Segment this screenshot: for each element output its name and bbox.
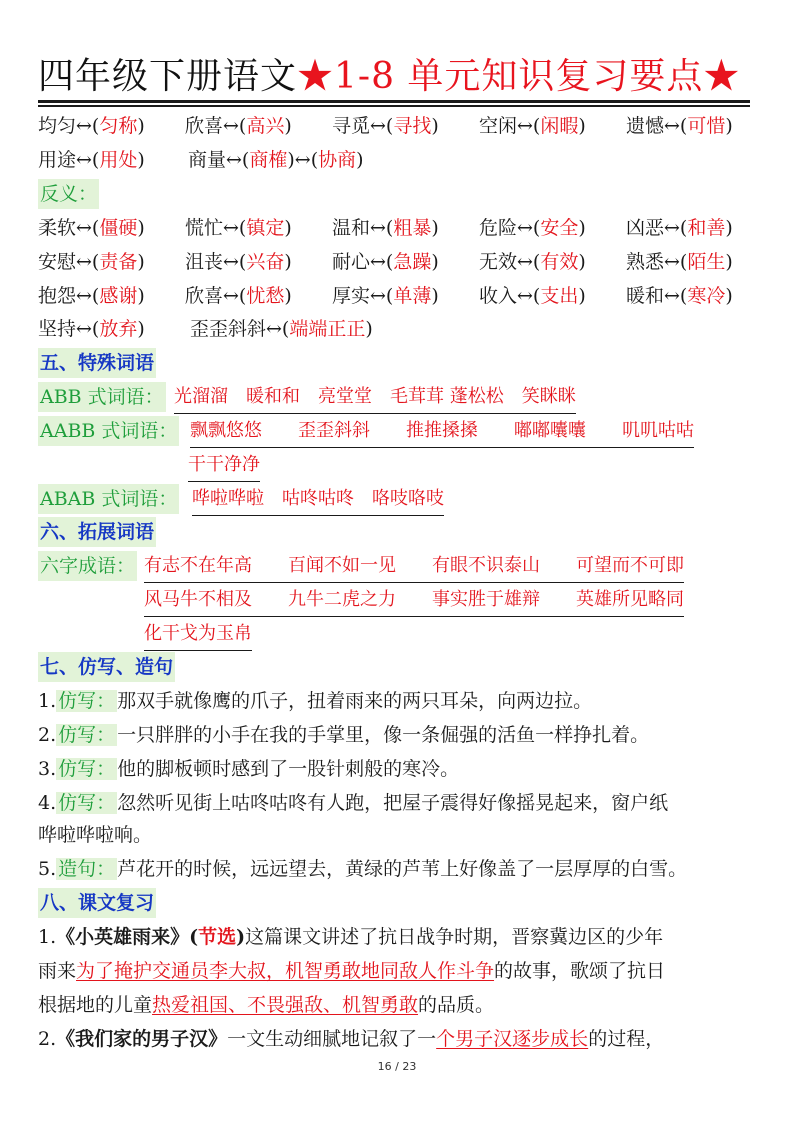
section-heading: 八、课文复习	[38, 888, 156, 918]
title-black-part: 四年级下册语文	[38, 56, 298, 97]
abab-label: ABAB 式词语：	[38, 484, 179, 514]
antonym-label: 反义：	[38, 179, 99, 209]
antonym-item: 无效↔(有效)	[479, 251, 586, 273]
excerpt-tag: 节选	[198, 926, 237, 948]
antonym-item: 厚实↔(单薄)	[332, 285, 439, 307]
key-phrase: 个男子汉逐步成长	[436, 1028, 589, 1050]
antonym-item: 沮丧↔(兴奋)	[185, 251, 292, 273]
item-number: 3.	[38, 758, 57, 780]
synonym-item: 寻觅↔(寻找)	[332, 115, 439, 137]
antonym-item: 熟悉↔(陌生)	[626, 251, 733, 273]
item-number: 5.	[38, 858, 57, 880]
item-text: 忽然听见街上咕咚咕咚有人跑，把屋子震得好像摇晃起来，窗户纸	[117, 792, 669, 814]
antonym-item: 安慰↔(责备)	[38, 251, 145, 273]
title-red-part: ★1-8 单元知识复习要点★	[297, 56, 741, 97]
item-text: 哗啦哗啦响。	[38, 824, 153, 846]
item-number: 1.	[38, 690, 57, 712]
lesson-title: 《我们家的男子汉》	[56, 1028, 228, 1050]
aabb-words-line2: 干干净净	[188, 450, 260, 482]
page-title	[38, 55, 748, 99]
idioms-line3: 化干戈为玉帛	[144, 619, 252, 651]
item-label: 仿写：	[58, 792, 116, 814]
synonym-item: 遗憾↔(可惜)	[626, 115, 733, 137]
idioms-line2: 风马牛不相及 九牛二虎之力 事实胜于雄辩 英雄所见略同	[144, 585, 684, 617]
document-page: 四年级下册语文★1-8 单元知识复习要点★ 均匀↔(匀称) 欣喜↔(高兴) 寻觅↔(寻找) 空闲↔(闲暇) 遗憾↔(可惜) 用途↔(用处) 商量↔(商榷)↔(协商) 反义： 柔软↔(僵硬) 慌忙↔(镇定) 温和↔(粗暴) 危险↔(安全) 凶恶↔(和善) 安慰↔(责备) 沮丧↔(兴奋) 耐心↔(急躁) 无效↔(有效) 熟悉↔(陌生) 抱怨↔(感谢) 欣喜↔(忧愁) 厚实↔(单薄) 收入↔(支出) 暖和↔(寒冷) 坚持↔(放弃) 歪歪斜斜↔(端端正正) 五、特殊词语 ABB 式词语： 光溜溜 暖和和 亮堂堂 毛茸茸 蓬松松 笑眯眯 AABB 式词语： 飘飘悠悠 歪歪斜斜 推推搡搡 嘟嘟囔囔 叽叽咕咕 干干净净 ABAB 式词语： 哗啦哗啦 咕咚咕咚 咯吱咯吱 六、拓展词语 六字成语： 有志不在年高 百闻不如一见 有眼不识泰山 可望而不可即 风马牛不相及 九牛二虎之力 事实胜于雄辩 英雄所见略同 化干戈为玉帛 七、仿写、造句 1. 仿写： 那双手就像鹰的爪子，扭着雨来的两只耳朵，向两边拉。 2. 仿写： 一只胖胖的小手在我的手掌里，像一条倔强的活鱼一样挣扎着。 3. 仿写： 他的脚板顿时感到了一股针刺般的寒冷。 4. 仿写： 忽然听见街上咕咚咕咚有人跑，把屋子震得好像摇晃起来，窗户纸 哗啦哗啦响。 5. 造句： 芦花开的时候，远远望去，黄绿的芦苇上好像盖了一层厚厚的白雪。 八、课文复习 1.《小英雄雨来》(节选)这篇课文讲述了抗日战争时期，晋察冀边区的少年 雨来为了掩护交通员李大叔，机智勇敢地同敌人作斗争的故事，歌颂了抗日 根据地的儿童热爱祖国、不畏强敌、机智勇敢的品质。 2.《我们家的男子汉》一文生动细腻地记叙了一个男子汉逐步成长的过程， 16 / 23	[0, 0, 794, 1123]
key-phrase: 为了掩护交通员李大叔，机智勇敢地同敌人作斗争	[76, 960, 495, 982]
section-heading: 六、拓展词语	[38, 517, 156, 547]
section-heading: 七、仿写、造句	[38, 652, 175, 682]
antonym-item: 温和↔(粗暴)	[332, 217, 439, 239]
antonym-item: 抱怨↔(感谢)	[38, 285, 145, 307]
page-number: 16 / 23	[377, 1060, 417, 1073]
key-phrase: 热爱祖国、不畏强敌、机智勇敢	[152, 994, 419, 1016]
antonym-item: 凶恶↔(和善)	[626, 217, 733, 239]
antonym-item: 歪歪斜斜↔(端端正正)	[190, 318, 373, 340]
synonym-item: 均匀↔(匀称)	[38, 115, 145, 137]
synonym-item: 用途↔(用处)	[38, 149, 145, 171]
item-text: 那双手就像鹰的爪子，扭着雨来的两只耳朵，向两边拉。	[117, 690, 593, 712]
abab-words: 哗啦哗啦 咕咚咕咚 咯吱咯吱	[192, 484, 444, 516]
antonym-item: 暖和↔(寒冷)	[626, 285, 733, 307]
item-number: 2.	[38, 724, 57, 746]
item-label: 仿写：	[58, 724, 116, 746]
aabb-words-line1: 飘飘悠悠 歪歪斜斜 推推搡搡 嘟嘟囔囔 叽叽咕咕	[190, 416, 694, 448]
synonym-item: 欣喜↔(高兴)	[185, 115, 292, 137]
item-label: 仿写：	[58, 758, 116, 780]
antonym-item: 收入↔(支出)	[479, 285, 586, 307]
idioms-line1: 有志不在年高 百闻不如一见 有眼不识泰山 可望而不可即	[144, 551, 684, 583]
antonym-item: 坚持↔(放弃)	[38, 318, 145, 340]
antonym-item: 欣喜↔(忧愁)	[185, 285, 292, 307]
lesson-title: 《小英雄雨来》	[56, 926, 190, 948]
antonym-item: 耐心↔(急躁)	[332, 251, 439, 273]
item-number: 4.	[38, 792, 57, 814]
synonym-item: 商量↔(商榷)↔(协商)	[188, 149, 364, 171]
synonym-item: 空闲↔(闲暇)	[479, 115, 586, 137]
antonym-item: 慌忙↔(镇定)	[185, 217, 292, 239]
item-label: 造句：	[58, 858, 116, 880]
item-text: 他的脚板顿时感到了一股针刺般的寒冷。	[117, 758, 460, 780]
abb-label: ABB 式词语：	[38, 382, 166, 412]
antonym-item: 柔软↔(僵硬)	[38, 217, 145, 239]
item-text: 一只胖胖的小手在我的手掌里，像一条倔强的活鱼一样挣扎着。	[117, 724, 650, 746]
title-underline-thin	[38, 105, 750, 107]
section-heading: 五、特殊词语	[38, 348, 156, 378]
aabb-label: AABB 式词语：	[38, 416, 179, 446]
antonym-item: 危险↔(安全)	[479, 217, 586, 239]
item-text: 芦花开的时候，远远望去，黄绿的芦苇上好像盖了一层厚厚的白雪。	[117, 858, 688, 880]
idioms-label: 六字成语：	[38, 551, 137, 581]
abb-words: 光溜溜 暖和和 亮堂堂 毛茸茸 蓬松松 笑眯眯	[174, 382, 576, 414]
title-underline-thick	[38, 100, 750, 103]
item-label: 仿写：	[58, 690, 116, 712]
